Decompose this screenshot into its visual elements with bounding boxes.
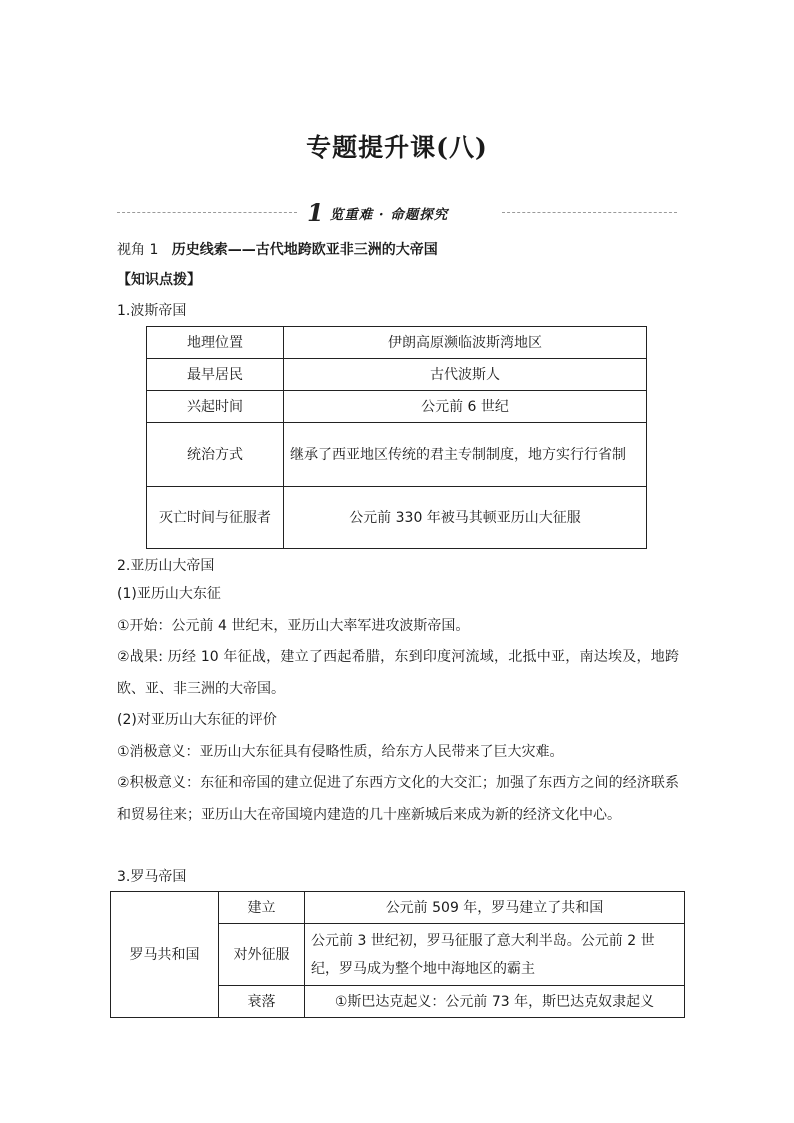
perspective-line <box>117 240 438 260</box>
paragraph-result: ②战果: 历经 10 年征战，建立了西起希腊，东到印度河流域，北抵中亚，南达埃及，地跨欧、亚、非三洲的大帝国。 <box>117 649 679 697</box>
row-value: 古代波斯人 <box>284 359 647 391</box>
row-key: 对外征服 <box>219 924 305 986</box>
alexander-body <box>117 579 679 831</box>
row-value: 公元前 6 世纪 <box>284 391 647 423</box>
perspective-heading: 历史线索——古代地跨欧亚非三洲的大帝国 <box>171 242 438 258</box>
banner-rule-left <box>117 212 297 213</box>
alexander-heading: 2.亚历山大帝国 <box>117 558 215 574</box>
row-value: 公元前 3 世纪初，罗马征服了意大利半岛。公元前 2 世纪，罗马成为整个地中海地区的霸主 <box>305 924 685 986</box>
row-value: 公元前 509 年，罗马建立了共和国 <box>305 892 685 924</box>
banner-rule-right <box>502 212 677 213</box>
paragraph-negative: ①消极意义：亚历山大东征具有侵略性质，给东方人民带来了巨大灾难。 <box>117 743 564 760</box>
table-row <box>147 487 647 549</box>
rome-heading: 3.罗马帝国 <box>117 869 187 885</box>
table-row <box>147 391 647 423</box>
row-value: 继承了西亚地区传统的君主专制制度，地方实行行省制 <box>284 423 647 487</box>
row-key: 建立 <box>219 892 305 924</box>
subheading-conquest: (1)亚历山大东征 <box>117 586 221 602</box>
paragraph-positive: ②积极意义：东征和帝国的建立促进了东西方文化的大交汇；加强了东西方之间的经济联系和贸易往来；亚历山大在帝国境内建造的几十座新城后来成为新的经济文化中心。 <box>117 775 679 823</box>
perspective-label: 视角 1 <box>117 242 159 258</box>
row-key: 兴起时间 <box>147 391 284 423</box>
persia-table <box>146 326 647 549</box>
row-value: 公元前 330 年被马其顿亚历山大征服 <box>284 487 647 549</box>
banner-text: 览重难 · 命题探究 <box>329 207 449 223</box>
row-key: 统治方式 <box>147 423 284 487</box>
page-title: 专题提升课(八) <box>306 133 488 162</box>
rome-table <box>110 891 685 1018</box>
row-key: 衰落 <box>219 986 305 1018</box>
section-tag: 【知识点拨】 <box>117 272 201 288</box>
table-row <box>147 359 647 391</box>
subheading-evaluation: (2)对亚历山大东征的评价 <box>117 712 277 728</box>
table-row <box>147 423 647 487</box>
persia-heading: 1.波斯帝国 <box>117 303 187 319</box>
group-cell: 罗马共和国 <box>111 892 219 1018</box>
row-value: ①斯巴达克起义：公元前 73 年，斯巴达克奴隶起义 <box>305 986 685 1018</box>
banner-box <box>307 198 493 227</box>
banner-number: 1 <box>307 198 324 227</box>
row-key: 最早居民 <box>147 359 284 391</box>
row-key: 地理位置 <box>147 327 284 359</box>
paragraph-start: ①开始：公元前 4 世纪末，亚历山大率军进攻波斯帝国。 <box>117 617 470 634</box>
table-row <box>147 327 647 359</box>
row-value: 伊朗高原濒临波斯湾地区 <box>284 327 647 359</box>
table-row <box>111 892 685 924</box>
section-banner <box>117 198 677 227</box>
row-key: 灭亡时间与征服者 <box>147 487 284 549</box>
